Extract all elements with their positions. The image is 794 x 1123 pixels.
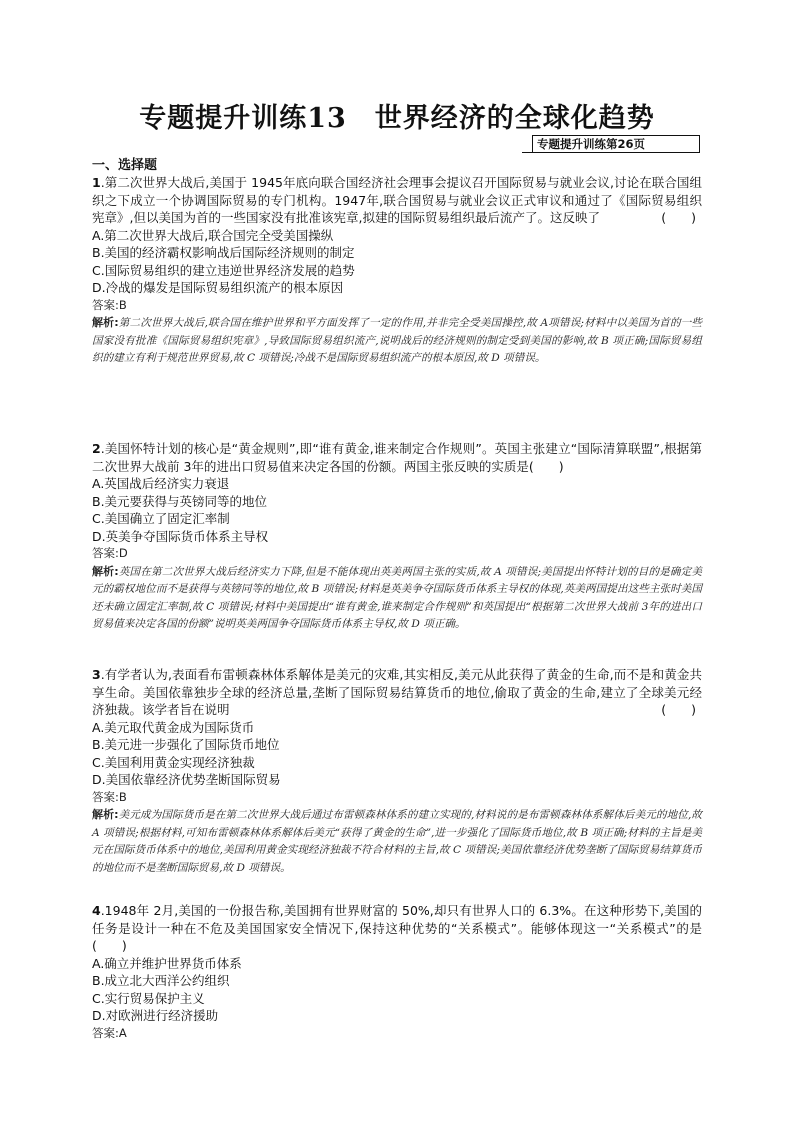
question-stem: 4.1948年 2月,美国的一份报告称,美国拥有世界财富的 50%,却只有世界人口的 6.3%。在这种形势下,美国的任务是设计一种在不危及美国国家安全情况下,保持这种优势的“关系模式”。能够体现这一“关系模式”的是( )	[92, 903, 702, 953]
option-d: D.英美争夺国际货币体系主导权	[92, 528, 269, 544]
option-b: B.美元要获得与英镑同等的地位	[92, 493, 268, 509]
document-title: 专题提升训练13 世界经济的全球化趋势	[139, 103, 655, 134]
section-heading: 一、选择题	[92, 158, 158, 173]
question-3	[92, 666, 702, 877]
answer-line: 答案:A	[92, 1025, 127, 1040]
option-a: A.确立并维护世界货币体系	[92, 955, 242, 971]
option-d: D.美国依靠经济优势垄断国际贸易	[92, 772, 281, 787]
question-2	[92, 440, 702, 634]
answer-blank: ( )	[661, 210, 696, 225]
option-b: B.成立北大西洋公约组织	[92, 973, 230, 988]
question-4	[92, 902, 702, 1042]
option-b: B.美国的经济霸权影响战后国际经济规则的制定	[92, 245, 355, 260]
explanation: 解析:美元成为国际货币是在第二次世界大战后通过布雷顿森林体系的建立实现的,材料说的是布雷顿森林体系解体后美元的地位,故 A 项错误;根据材料,可知布雷顿森林体系解体后美元“获得了黄金的生命”,进一步强化了国际货币地位,故 B 项正确;材料的主旨是美元在国际货币体系中的地位,美国利用黄金实现经济独裁不符合材料的主旨,故 C 项错误;美国依靠经济优势垄断了国际贸易结算货币的地位而不是垄断国际贸易,故 D 项错误。	[92, 808, 703, 874]
answer-line: 答案:B	[92, 297, 127, 312]
option-c: C.美国利用黄金实现经济独裁	[92, 754, 255, 770]
option-a: A.第二次世界大战后,联合国完全受美国操纵	[92, 227, 334, 243]
option-a: A.美元取代黄金成为国际货币	[92, 719, 255, 735]
question-1	[92, 174, 702, 368]
option-a: A.英国战后经济实力衰退	[92, 476, 230, 491]
option-c: C.实行贸易保护主义	[92, 990, 205, 1006]
answer-blank: ( )	[661, 702, 696, 717]
explanation: 解析:英国在第二次世界大战后经济实力下降,但是不能体现出英美两国主张的实质,故 A 项错误;美国提出怀特计划的目的是确定美元的霸权地位而不是获得与英镑同等的地位,故 B 项错误;材料是英美争夺国际货币体系主导权的体现,英美两国提出这些主张时美国还未确立固定汇率制,故 C 项错误;材料中美国提出“谁有黄金,谁来制定合作规则”和英国提出“根据第二次世界大战前 3年的进出口贸易值来决定各国的份额”说明英美两国争夺国际货币体系主导权,故 D 项正确。	[92, 564, 702, 630]
option-c: C.国际贸易组织的建立违逆世界经济发展的趋势	[92, 262, 355, 278]
option-b: B.美元进一步强化了国际货币地位	[92, 737, 280, 752]
page-reference-tag: 专题提升训练第26页	[532, 135, 700, 153]
explanation: 解析:第二次世界大战后,联合国在维护世界和平方面发挥了一定的作用,并非完全受美国操控,故 A项错误;材料中以美国为首的一些国家没有批准《国际贸易组织宪章》,导致国际贸易组织流产,说明战后的经济规则的制定受到美国的影响,故 B 项正确;国际贸易组织的建立有利于规范世界贸易,故 C 项错误;冷战不是国际贸易组织流产的根本原因,故 D 项错误。	[92, 316, 702, 364]
answer-line: 答案:B	[92, 789, 127, 804]
question-stem: 3.有学者认为,表面看布雷顿森林体系解体是美元的灾难,其实相反,美元从此获得了黄金的生命,而不是和黄金共享生命。美国依靠独步全球的经济总量,垄断了国际贸易结算货币的地位,偷取了黄金的生命,建立了全球美元经济独裁。该学者旨在说明 ( )	[92, 667, 702, 717]
answer-line: 答案:D	[92, 546, 128, 560]
option-c: C.美国确立了固定汇率制	[92, 511, 230, 526]
question-stem: 2.美国怀特计划的核心是“黄金规则”,即“谁有黄金,谁来制定合作规则”。英国主张建立“国际清算联盟”,根据第二次世界大战前 3年的进出口贸易值来决定各国的份额。两国主张反映的实质是( )	[92, 441, 702, 474]
option-d: D.冷战的爆发是国际贸易组织流产的根本原因	[92, 280, 344, 295]
question-stem: 1.第二次世界大战后,美国于 1945年底向联合国经济社会理事会提议召开国际贸易与就业会议,讨论在联合国组织之下成立一个协调国际贸易的专门机构。1947年,联合国贸易与就业会议正式审议和通过了《国际贸易组织宪章》,但以美国为首的一些国家没有批准该宪章,拟建的国际贸易组织最后流产了。这反映了 ( )	[92, 175, 702, 225]
tag-rule	[522, 152, 532, 153]
option-d: D.对欧洲进行经济援助	[92, 1008, 219, 1023]
